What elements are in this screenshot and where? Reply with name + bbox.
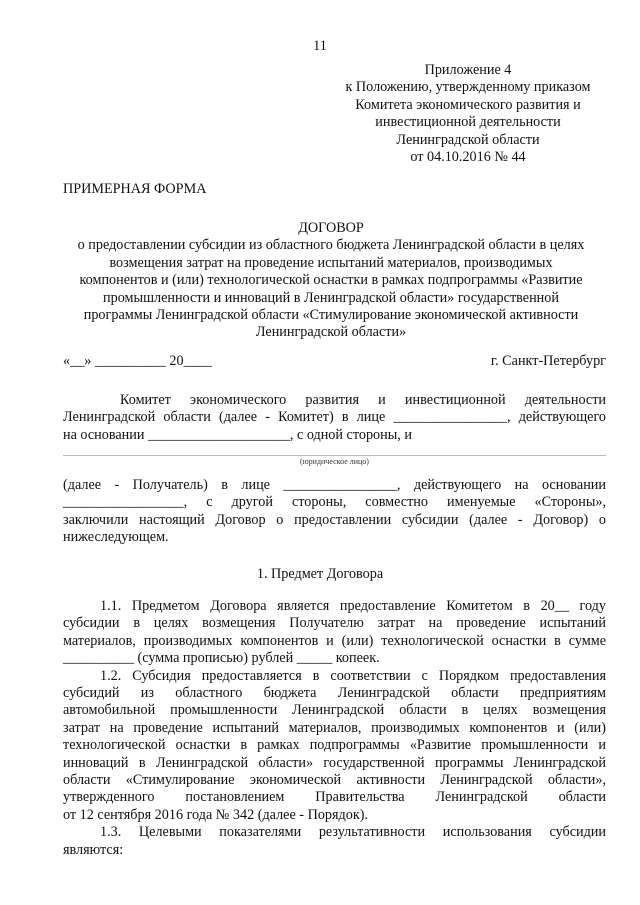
section-title: 1. Предмет Договора [256,566,384,582]
appendix-line: Ленинградской области [396,131,540,148]
appendix-line: к Положению, утвержденному приказом [345,79,591,96]
paragraph-parties-committee [63,392,606,444]
text-line: являются: [63,841,124,858]
text-line: _________________, с другой стороны, совместно именуемые «Стороны», [63,494,606,511]
text-line: 1.3. Целевыми показателями результативности использования субсидии [100,824,606,841]
appendix-line: инвестиционной деятельности [375,114,561,131]
appendix-line: от 04.10.2016 № 44 [410,149,526,166]
blank-line-rule [63,455,606,456]
document-title [60,220,602,342]
title-line: о предоставлении субсидии из областного бюджета Ленинградской области в целях [77,237,585,254]
text-line: __________ (сумма прописью) рублей _____ копеек. [63,650,380,667]
text-line: 1.2. Субсидия предоставляется в соответствии с Порядком предоставления [100,667,606,684]
text-line: технологической оснастки в рамках подпрограммы «Развитие промышленности и [63,737,606,754]
item-1-1 [63,598,606,668]
text-line: субсидии в целях возмещения Получателю затрат на проведение испытаний [63,615,606,632]
item-1-3 [63,824,606,859]
text-line: Ленинградской области (далее - Комитет) в лице ________________, действующего [63,409,606,426]
text-line: области «Стимулирование экономической активности Ленинградской области», [63,772,606,789]
date-field: «__» __________ 20____ [63,353,212,369]
appendix-block [330,62,606,166]
title-line: возмещения затрат на проведение испытаний материалов, производимых [109,254,553,271]
text-line: заключили настоящий Договор о предоставлении субсидии (далее - Договор) о [63,511,606,528]
appendix-line: Комитета экономического развития и [355,96,581,113]
text-line: субсидий из областного бюджета Ленинградской области предприятиям [63,685,606,702]
title-line: промышленности и инноваций в Ленинградской области» государственной [103,289,559,306]
text-line: утвержденного постановлением Правительства Ленинградской области [63,789,606,806]
text-line: автомобильной промышленности Ленинградской области в целях возмещения [63,702,606,719]
title-line: программы Ленинградской области «Стимулирование экономической активности [83,307,579,324]
title-heading: ДОГОВОР [298,220,364,236]
text-line: инноваций в Ленинградской области» государственной программы Ленинградской [63,754,606,771]
text-line: материалов, производимых компонентов и (или) технологической оснастки в сумме [63,632,606,649]
title-line: компонентов и (или) технологической оснастки в рамках подпрограммы «Развитие [79,272,583,289]
text-line: Комитет экономического развития и инвестиционной деятельности [120,392,606,408]
text-line: 1.1. Предметом Договора является предоставление Комитетом в 20__ году [100,598,606,614]
title-line: Ленинградской области» [255,324,407,341]
text-line: (далее - Получатель) в лице ________________, действующего на основании [63,477,606,493]
text-line: нижеследующем. [63,529,169,546]
text-line: затрат на проведение испытаний материалов, производимых компонентов и (или) [63,719,606,736]
text-line: на основании ____________________, с одной стороны, и [63,426,412,443]
paragraph-parties-recipient [63,477,606,547]
form-label: ПРИМЕРНАЯ ФОРМА [63,181,207,197]
section-items [63,598,606,859]
item-1-2 [63,668,606,825]
rule-caption: (юридическое лицо) [300,457,369,466]
appendix-line: Приложение 4 [424,62,512,78]
place-label: г. Санкт-Петербург [490,353,606,369]
page-number: 11 [313,38,327,54]
text-line: от 12 сентября 2016 года № 342 (далее - Порядок). [63,806,369,823]
